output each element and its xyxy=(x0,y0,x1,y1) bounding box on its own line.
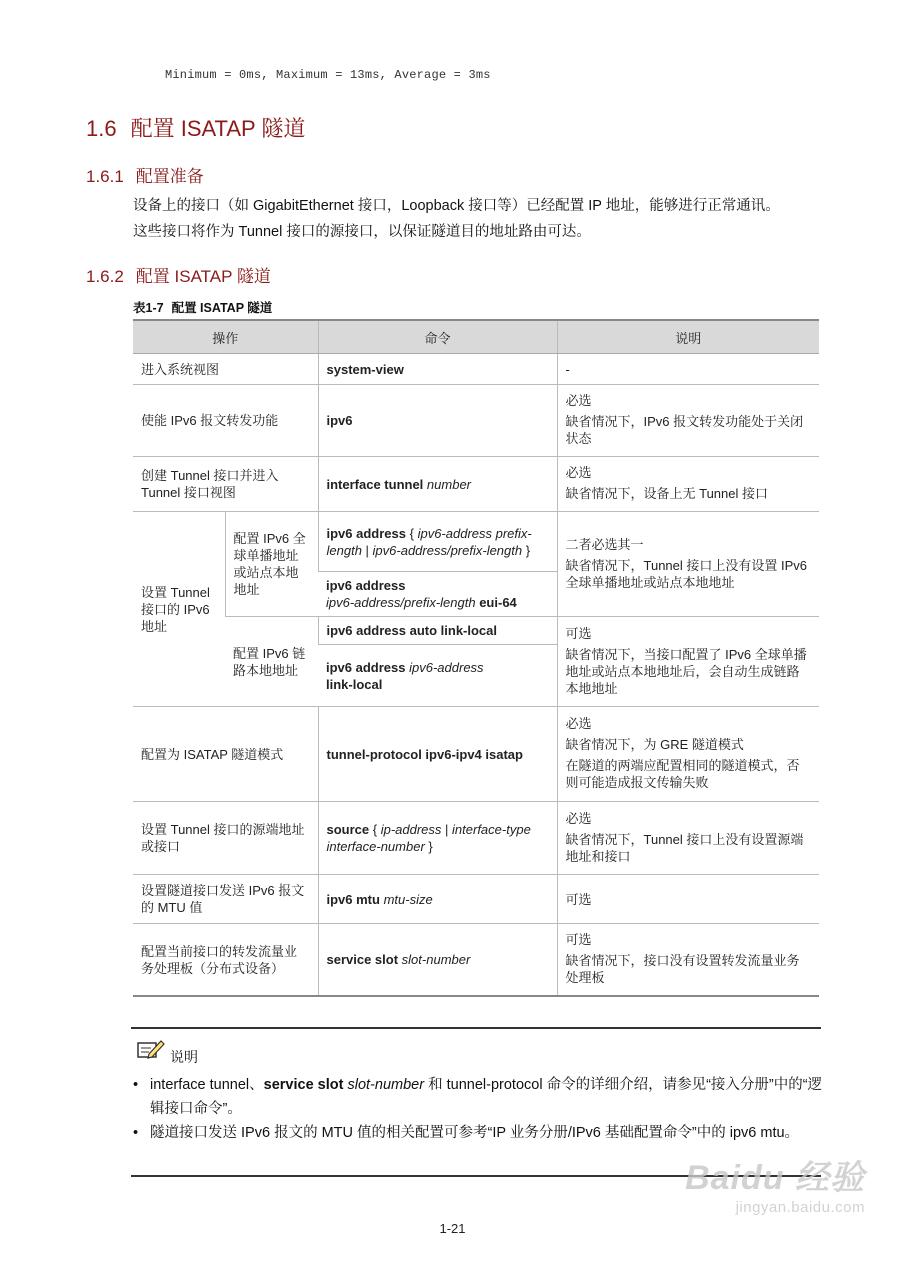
bullet-text xyxy=(150,1073,823,1121)
op-cell: 设置 Tunnel 接口的源端地址或接口 xyxy=(133,802,318,875)
desc-cell xyxy=(557,707,819,802)
table-row xyxy=(133,457,819,512)
desc-default: 缺省情况下，Tunnel 接口上没有设置 IPv6 全球单播地址或站点本地地址 xyxy=(565,557,808,590)
cmd-param: number xyxy=(426,476,471,492)
op-cell: 设置隧道接口发送 IPv6 报文的 MTU 值 xyxy=(133,875,318,924)
cmd-keyword: ipv6 address xyxy=(326,525,406,541)
cmd-keyword: ipv6 address xyxy=(326,578,406,593)
subsection-title: 配置准备 xyxy=(135,167,204,186)
op-cell: 进入系统视图 xyxy=(133,354,318,385)
note-title: 说明 xyxy=(170,1049,198,1065)
desc-cell xyxy=(557,385,819,457)
desc-default: 缺省情况下，IPv6 报文转发功能处于关闭状态 xyxy=(565,414,804,446)
cmd-brace: { xyxy=(406,525,418,541)
page-number: 1-21 xyxy=(439,1221,466,1236)
cmd-cell xyxy=(318,512,557,572)
subsection-heading-prep xyxy=(86,162,204,187)
cmd-sep: | xyxy=(361,542,373,558)
cmd-brace: { xyxy=(369,822,381,837)
cmd-keyword: service slot xyxy=(326,952,399,967)
prep-line-2: 这些接口将作为 Tunnel 接口的源接口，以保证隧道目的地址路由可达。 xyxy=(133,224,591,240)
desc-default: 缺省情况下，为 GRE 隧道模式 xyxy=(565,737,744,752)
cmd-cell: tunnel-protocol ipv6-ipv4 isatap xyxy=(318,707,557,802)
bullet-dot: • xyxy=(133,1125,139,1141)
cmd-param: ipv6-address/prefix-length xyxy=(372,542,523,558)
cmd-param: ipv6-address/prefix-length xyxy=(326,595,476,610)
ping-result-line: Minimum = 0ms, Maximum = 13ms, Average = 3ms xyxy=(165,68,491,82)
watermark-brand: Baidu 经验 xyxy=(685,1159,865,1197)
cmd-cell: system-view xyxy=(318,354,557,385)
desc-required: 必选 xyxy=(565,716,592,731)
cmd-cell: ipv6 xyxy=(318,385,557,457)
op-cell: 设置 Tunnel 接口的 IPv6 地址 xyxy=(133,512,225,707)
cmd-param: ipv6-address xyxy=(409,659,484,675)
desc-cell xyxy=(557,512,819,617)
desc-default: 缺省情况下，设备上无 Tunnel 接口 xyxy=(565,486,768,501)
section-title: 配置 ISATAP 隧道 xyxy=(130,116,306,141)
header-operation: 操作 xyxy=(133,320,318,354)
desc-default: 缺省情况下，Tunnel 接口上没有设置源端地址和接口 xyxy=(565,831,804,864)
table-caption-title: 配置 ISATAP 隧道 xyxy=(171,301,273,315)
desc-cell xyxy=(557,617,819,707)
table-row xyxy=(133,802,819,875)
config-table xyxy=(133,319,819,997)
table-row xyxy=(133,707,819,802)
subsection-heading-config xyxy=(86,262,271,287)
desc-cell: - xyxy=(557,354,819,385)
table-header-row xyxy=(133,320,819,354)
header-command: 命令 xyxy=(318,320,557,354)
cmd-cell xyxy=(318,875,557,924)
cmd-cell xyxy=(318,802,557,875)
cmd-keyword: ipv6 mtu xyxy=(326,891,380,907)
cmd-keyword: interface tunnel xyxy=(326,476,424,492)
bullet-dot: • xyxy=(133,1077,139,1093)
cmd-cell xyxy=(318,645,557,707)
bullet-text-part: interface tunnel、 xyxy=(150,1077,264,1093)
desc-optional: 可选 xyxy=(565,625,592,641)
cmd-param: mtu-size xyxy=(383,891,433,907)
cmd-param: ip-address xyxy=(380,822,442,837)
desc-cell xyxy=(557,924,819,997)
table-row xyxy=(133,512,819,572)
bullet-keyword: service slot xyxy=(263,1077,344,1093)
section-number: 1.6 xyxy=(86,116,117,141)
section-heading xyxy=(86,112,305,143)
note-bullet xyxy=(133,1073,823,1121)
prep-line-1: 设备上的接口（如 GigabitEthernet 接口，Loopback 接口等）已经配置 IP 地址，能够进行正常通讯。 xyxy=(133,198,780,214)
note-pencil-icon xyxy=(135,1037,165,1066)
desc-default: 缺省情况下，接口没有设置转发流量业务处理板 xyxy=(565,953,800,985)
table-row xyxy=(133,354,819,385)
bullet-text: 隧道接口发送 IPv6 报文的 MTU 值的相关配置可参考“IP 业务分册/IPv6 基础配置命令”中的 ipv6 mtu。 xyxy=(150,1125,800,1141)
desc-cell xyxy=(557,457,819,512)
cmd-param: slot-number xyxy=(401,952,471,967)
bullet-param: slot-number xyxy=(343,1077,425,1093)
cmd-param: interface-type interface-number xyxy=(326,822,531,854)
table-caption xyxy=(133,298,272,316)
cmd-keyword: source xyxy=(326,822,370,837)
subop-cell: 配置 IPv6 全球单播地址或站点本地地址 xyxy=(225,512,318,617)
note-bullet xyxy=(133,1121,823,1145)
cmd-brace: } xyxy=(522,542,531,558)
desc-cell: 可选 xyxy=(557,875,819,924)
watermark-url: jingyan.baidu.com xyxy=(735,1199,865,1216)
desc-required: 必选 xyxy=(565,393,592,408)
op-cell: 配置当前接口的转发流量业务处理板（分布式设备） xyxy=(133,924,318,997)
cmd-keyword: link-local xyxy=(326,676,383,692)
cmd-cell xyxy=(318,457,557,512)
desc-default: 缺省情况下，当接口配置了 IPv6 全球单播地址或站点本地地址后，会自动生成链路本地地址 xyxy=(565,646,807,696)
cmd-brace: } xyxy=(424,839,433,854)
baidu-watermark xyxy=(685,1150,865,1216)
cmd-param: ipv6-address prefix-length xyxy=(326,525,532,558)
op-cell: 使能 IPv6 报文转发功能 xyxy=(133,385,318,457)
subsection-number: 1.6.1 xyxy=(86,167,124,186)
table-row xyxy=(133,385,819,457)
desc-required: 必选 xyxy=(565,465,592,480)
table-row xyxy=(133,875,819,924)
cmd-sep: | xyxy=(441,822,453,837)
subop-cell: 配置 IPv6 链路本地地址 xyxy=(225,617,318,707)
desc-required: 二者必选其一 xyxy=(565,536,644,552)
desc-cell xyxy=(557,802,819,875)
cmd-cell: ipv6 address auto link-local xyxy=(318,617,557,645)
op-cell: 创建 Tunnel 接口并进入 Tunnel 接口视图 xyxy=(133,457,318,512)
desc-required: 必选 xyxy=(565,810,592,826)
header-description: 说明 xyxy=(557,320,819,354)
bullet-text-part: 和 tunnel-protocol 命令的详细介绍，请参见“接入分册”中的“逻辑接口命令”。 xyxy=(150,1077,823,1117)
subsection-number: 1.6.2 xyxy=(86,267,124,286)
table-row xyxy=(133,617,819,645)
op-cell: 配置为 ISATAP 隧道模式 xyxy=(133,707,318,802)
cmd-keyword: eui-64 xyxy=(479,595,517,610)
prep-paragraph xyxy=(133,193,833,245)
cmd-cell xyxy=(318,572,557,617)
desc-optional: 可选 xyxy=(565,932,592,947)
cmd-cell xyxy=(318,924,557,997)
cmd-keyword: ipv6 address xyxy=(326,659,406,675)
table-row xyxy=(133,924,819,997)
subsection-title: 配置 ISATAP 隧道 xyxy=(135,267,271,286)
table-caption-number: 表1-7 xyxy=(133,301,164,315)
desc-note: 在隧道的两端应配置相同的隧道模式，否则可能造成报文传输失败 xyxy=(565,758,800,790)
